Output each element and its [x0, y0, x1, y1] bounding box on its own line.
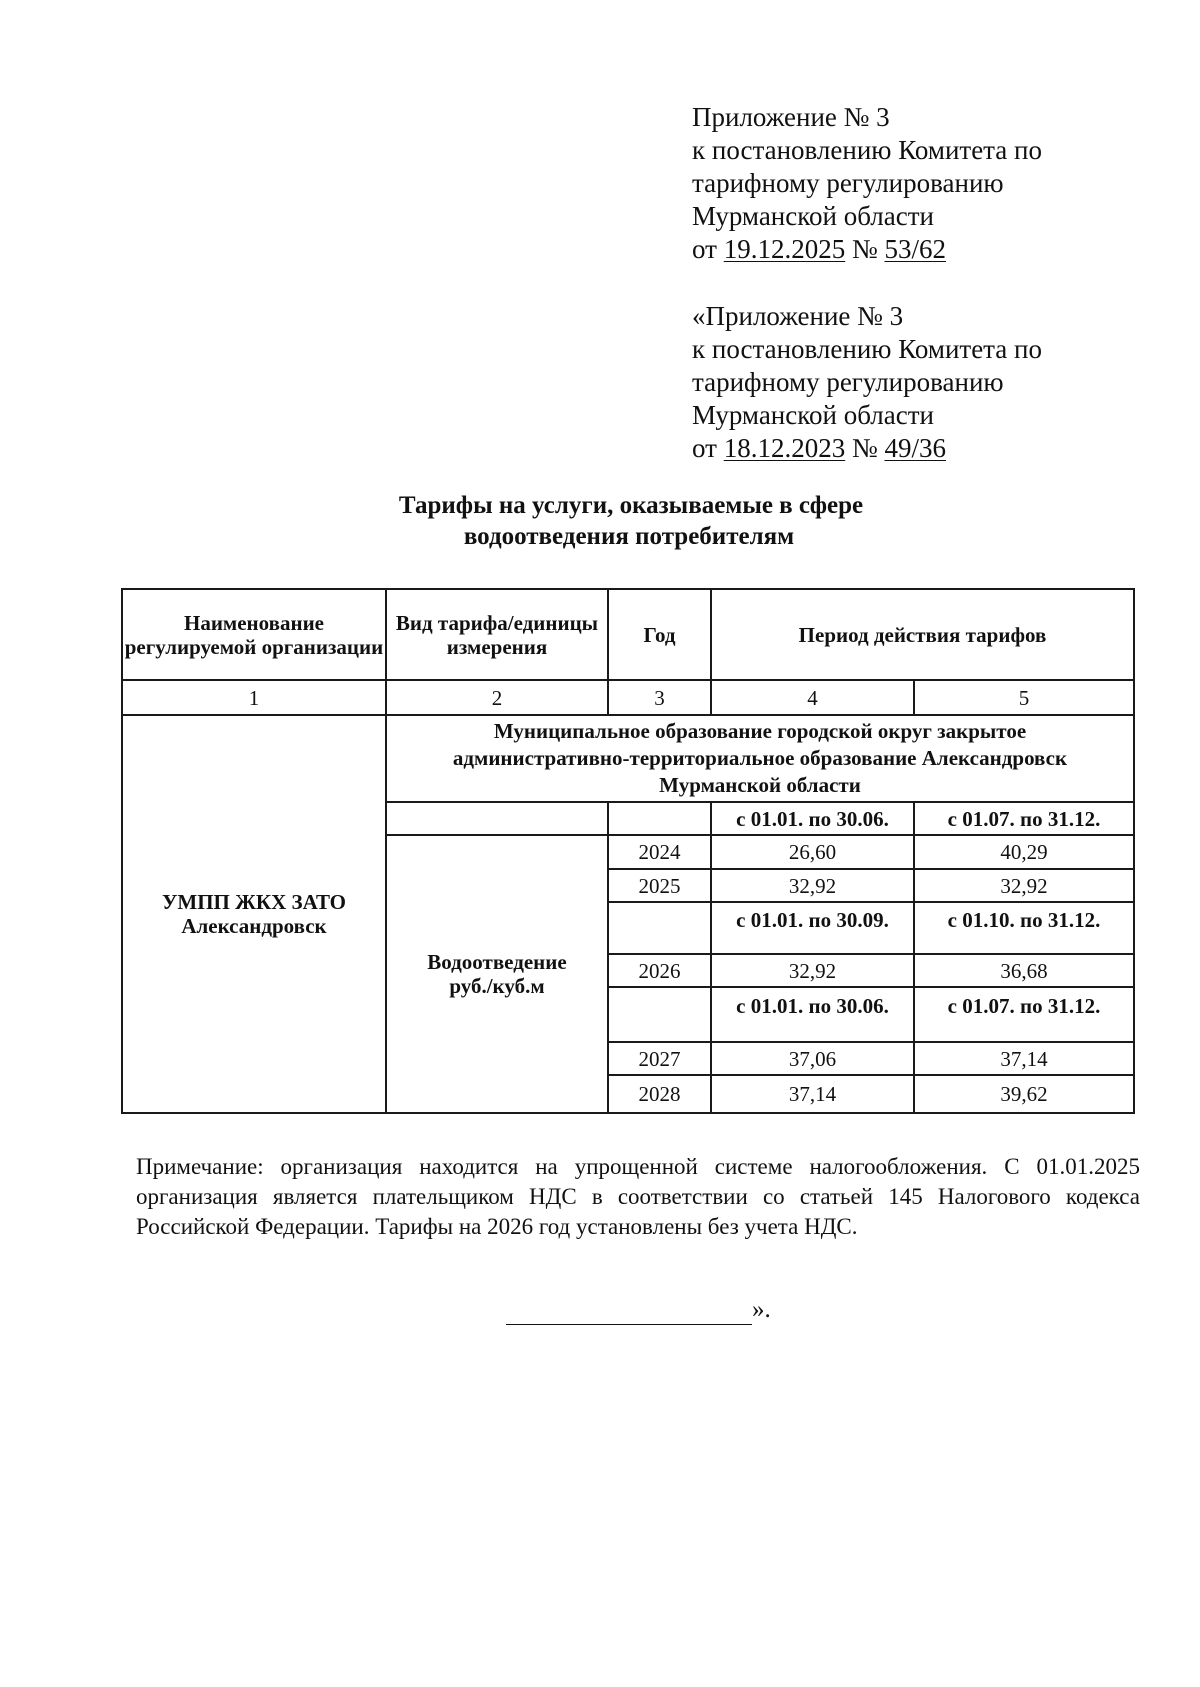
column-number: 3 [654, 685, 665, 710]
number-prefix: № [845, 234, 885, 264]
attachment-line: тарифному регулированию [692, 168, 1004, 198]
year-cell: 2024 [638, 840, 681, 864]
date-prefix: от [692, 433, 724, 463]
tariff-value: 32,92 [788, 958, 837, 983]
year-cell: 2026 [638, 958, 681, 983]
tariff-value: 32,92 [1000, 873, 1048, 898]
title-line-1: Тарифы на услуги, оказываемые в сфере [398, 492, 864, 519]
attachment-line: Мурманской области [692, 400, 934, 430]
year-cell: 2028 [638, 1082, 681, 1106]
attachment-line: к постановлению Комитета по [692, 135, 1042, 165]
column-number: 2 [491, 685, 503, 710]
tariff-value: 37,14 [1000, 1046, 1048, 1071]
tariff-value: 32,92 [788, 873, 837, 898]
attachment-line: тарифному регулированию [692, 367, 1004, 397]
header-tariff-type: Вид тарифа/единицы измерения [395, 610, 599, 659]
document-title [0, 490, 1200, 552]
table-border [121, 1112, 1135, 1114]
attachment-header-current [692, 101, 1042, 266]
closing-mark [506, 1295, 771, 1325]
note-paragraph: Примечание: организация находится на упрощенной системе налогообложения. С 01.01.2025 организация является плательщиком НДС в соответствии со статьей 145 Налогового кодекса Российской Федерации. Тарифы на 2026 год установлены без учета НДС. [136, 1154, 1140, 1239]
period-label: с 01.07. по 31.12. [947, 994, 1101, 1018]
attachment-date-line [692, 432, 1042, 465]
resolution-date: 19.12.2025 [723, 234, 846, 264]
attachment-header-previous [692, 300, 1042, 465]
period-label: с 01.07. по 31.12. [947, 806, 1101, 831]
tariff-value: 37,14 [788, 1082, 837, 1106]
date-prefix: от [692, 234, 724, 264]
year-cell: 2025 [638, 873, 681, 898]
attachment-line: к постановлению Комитета по [692, 334, 1042, 364]
table-border [1133, 588, 1135, 1114]
header-organization: Наименование регулируемой организации [124, 610, 384, 659]
tariff-value: 26,60 [788, 840, 837, 864]
tariff-table [121, 588, 1135, 1116]
resolution-number: 49/36 [884, 433, 946, 463]
municipality-name: Муниципальное образование городской округ закрытое административно-территориальное образование Александровск Мурманской области [452, 719, 1068, 797]
period-label: с 01.01. по 30.09. [736, 908, 889, 932]
attachment-line: «Приложение № 3 [692, 301, 904, 331]
period-label: с 01.01. по 30.06. [736, 994, 889, 1018]
resolution-number: 53/62 [884, 234, 946, 264]
attachment-line: Приложение № 3 [692, 102, 890, 132]
column-number: 1 [248, 685, 260, 710]
tariff-type: Водоотведение руб./куб.м [427, 950, 567, 998]
column-number: 4 [807, 685, 818, 710]
attachment-date-line [692, 233, 1042, 266]
tariff-value: 39,62 [1000, 1082, 1048, 1106]
header-period: Период действия тарифов [798, 622, 1047, 647]
number-prefix: № [845, 433, 885, 463]
resolution-date: 18.12.2023 [723, 433, 846, 463]
header-year: Год [643, 622, 676, 647]
tariff-value: 37,06 [788, 1046, 837, 1071]
tariff-value: 40,29 [1000, 840, 1048, 864]
year-cell: 2027 [638, 1046, 681, 1071]
period-label: с 01.01. по 30.06. [736, 806, 889, 831]
signature-line [506, 1302, 752, 1325]
attachment-line: Мурманской области [692, 201, 934, 231]
period-label: с 01.10. по 31.12. [947, 908, 1101, 932]
column-number: 5 [1018, 685, 1030, 710]
tariff-value: 36,68 [1000, 958, 1048, 983]
organization-name: УМПП ЖКХ ЗАТО Александровск [161, 890, 347, 938]
title-line-2: водоотведения потребителям [463, 523, 795, 550]
closing-quote: ». [752, 1296, 771, 1323]
